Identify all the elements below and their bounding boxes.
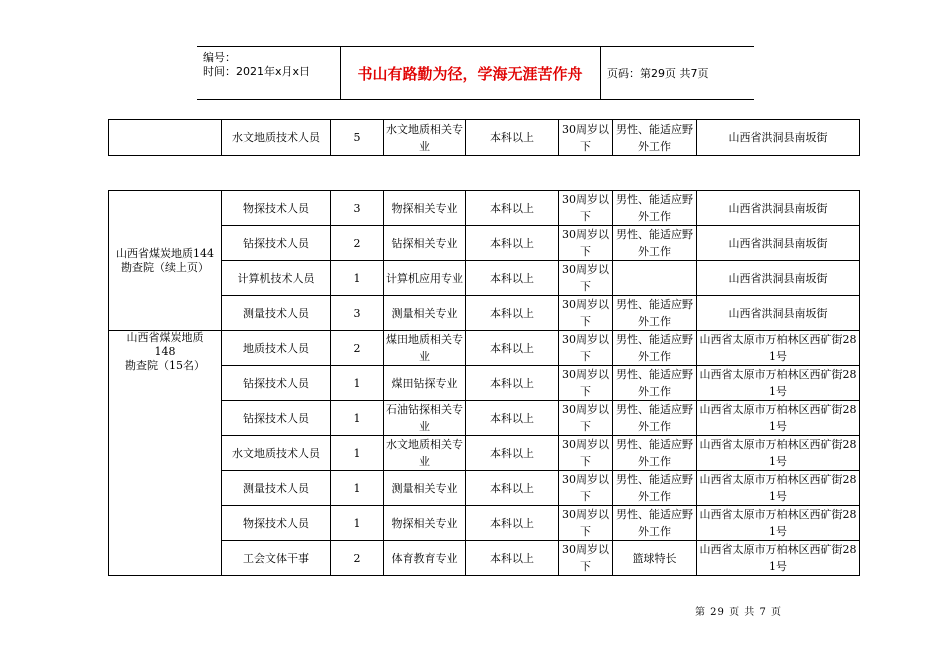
position-cell: 测量技术人员	[222, 471, 331, 506]
location-cell: 山西省太原市万柏林区西矿街281号	[697, 541, 860, 576]
location-cell: 山西省太原市万柏林区西矿街281号	[697, 366, 860, 401]
count-cell: 2	[331, 541, 384, 576]
major-cell: 体育教育专业	[384, 541, 466, 576]
location-cell: 山西省太原市万柏林区西矿街281号	[697, 471, 860, 506]
page-header	[197, 46, 754, 100]
location-cell: 山西省太原市万柏林区西矿街281号	[697, 401, 860, 436]
age-cell: 30周岁以下	[559, 120, 613, 156]
location-cell: 山西省洪洞县南坂街	[697, 120, 860, 156]
unit-line: 勘查院（15名）	[125, 359, 205, 372]
table-row	[109, 261, 860, 296]
education-cell: 本科以上	[466, 120, 559, 156]
table-row	[109, 296, 860, 331]
table-row	[109, 226, 860, 261]
page-label: 页码：第29页 共7页	[607, 67, 709, 80]
position-cell: 地质技术人员	[222, 331, 331, 366]
major-cell: 测量相关专业	[384, 471, 466, 506]
count-cell: 1	[331, 436, 384, 471]
other-cell: 男性、能适应野外工作	[613, 401, 697, 436]
count-cell: 2	[331, 331, 384, 366]
other-cell: 男性、能适应野外工作	[613, 191, 697, 226]
position-cell: 工会文体干事	[222, 541, 331, 576]
count-cell: 3	[331, 296, 384, 331]
other-cell: 男性、能适应野外工作	[613, 296, 697, 331]
other-cell: 篮球特长	[613, 541, 697, 576]
header-info	[197, 47, 341, 99]
age-cell: 30周岁以下	[559, 296, 613, 331]
age-cell: 30周岁以下	[559, 331, 613, 366]
location-cell: 山西省太原市万柏林区西矿街281号	[697, 506, 860, 541]
other-cell: 男性、能适应野外工作	[613, 331, 697, 366]
recruitment-table	[108, 190, 860, 576]
other-cell: 男性、能适应野外工作	[613, 226, 697, 261]
other-cell: 男性、能适应野外工作	[613, 366, 697, 401]
education-cell: 本科以上	[466, 226, 559, 261]
unit-line: 148	[154, 345, 176, 358]
table-row	[109, 331, 860, 366]
location-cell: 山西省太原市万柏林区西矿街281号	[697, 436, 860, 471]
location-cell: 山西省洪洞县南坂街	[697, 191, 860, 226]
major-cell: 钻探相关专业	[384, 226, 466, 261]
number-label: 编号：	[203, 51, 236, 64]
other-cell	[613, 261, 697, 296]
count-cell: 1	[331, 471, 384, 506]
education-cell: 本科以上	[466, 261, 559, 296]
education-cell: 本科以上	[466, 331, 559, 366]
education-cell: 本科以上	[466, 401, 559, 436]
age-cell: 30周岁以下	[559, 506, 613, 541]
count-cell: 1	[331, 401, 384, 436]
table-row	[109, 541, 860, 576]
table-row	[109, 191, 860, 226]
major-cell: 煤田地质相关专业	[384, 331, 466, 366]
major-cell: 水文地质相关专业	[384, 120, 466, 156]
education-cell: 本科以上	[466, 471, 559, 506]
count-cell: 1	[331, 261, 384, 296]
education-cell: 本科以上	[466, 506, 559, 541]
position-cell: 物探技术人员	[222, 191, 331, 226]
position-cell: 测量技术人员	[222, 296, 331, 331]
table-row	[109, 436, 860, 471]
education-cell: 本科以上	[466, 541, 559, 576]
other-cell: 男性、能适应野外工作	[613, 506, 697, 541]
position-cell: 水文地质技术人员	[222, 436, 331, 471]
position-cell: 钻探技术人员	[222, 401, 331, 436]
major-cell: 水文地质相关专业	[384, 436, 466, 471]
major-cell: 测量相关专业	[384, 296, 466, 331]
age-cell: 30周岁以下	[559, 191, 613, 226]
location-cell: 山西省洪洞县南坂街	[697, 261, 860, 296]
table-row	[109, 506, 860, 541]
table-row	[109, 471, 860, 506]
table-row	[109, 120, 860, 156]
time-label: 时间：2021年x月x日	[203, 65, 311, 78]
position-cell: 物探技术人员	[222, 506, 331, 541]
unit-cell-148	[109, 331, 222, 576]
table-row	[109, 366, 860, 401]
education-cell: 本科以上	[466, 191, 559, 226]
position-cell: 水文地质技术人员	[222, 120, 331, 156]
education-cell: 本科以上	[466, 296, 559, 331]
major-cell: 物探相关专业	[384, 506, 466, 541]
other-cell: 男性、能适应野外工作	[613, 436, 697, 471]
age-cell: 30周岁以下	[559, 401, 613, 436]
major-cell: 石油钻探相关专业	[384, 401, 466, 436]
count-cell: 3	[331, 191, 384, 226]
age-cell: 30周岁以下	[559, 541, 613, 576]
major-cell: 煤田钻探专业	[384, 366, 466, 401]
location-cell: 山西省太原市万柏林区西矿街281号	[697, 331, 860, 366]
position-cell: 钻探技术人员	[222, 226, 331, 261]
age-cell: 30周岁以下	[559, 226, 613, 261]
other-cell: 男性、能适应野外工作	[613, 471, 697, 506]
other-cell: 男性、能适应野外工作	[613, 120, 697, 156]
count-cell: 1	[331, 366, 384, 401]
count-cell: 5	[331, 120, 384, 156]
age-cell: 30周岁以下	[559, 261, 613, 296]
count-cell: 1	[331, 506, 384, 541]
recruitment-table-top	[108, 119, 860, 156]
unit-cell	[109, 120, 222, 156]
education-cell: 本科以上	[466, 366, 559, 401]
position-cell: 计算机技术人员	[222, 261, 331, 296]
location-cell: 山西省洪洞县南坂街	[697, 226, 860, 261]
unit-line: 山西省煤炭地质	[126, 331, 204, 344]
education-cell: 本科以上	[466, 436, 559, 471]
major-cell: 计算机应用专业	[384, 261, 466, 296]
age-cell: 30周岁以下	[559, 366, 613, 401]
major-cell: 物探相关专业	[384, 191, 466, 226]
count-cell: 2	[331, 226, 384, 261]
unit-cell-144: 山西省煤炭地质144勘查院（续上页）	[109, 191, 222, 331]
location-cell: 山西省洪洞县南坂街	[697, 296, 860, 331]
page-footer: 第 29 页 共 7 页	[695, 607, 782, 618]
age-cell: 30周岁以下	[559, 436, 613, 471]
age-cell: 30周岁以下	[559, 471, 613, 506]
table-row	[109, 401, 860, 436]
position-cell: 钻探技术人员	[222, 366, 331, 401]
motto: 书山有路勤为径，学海无涯苦作舟	[340, 47, 601, 99]
